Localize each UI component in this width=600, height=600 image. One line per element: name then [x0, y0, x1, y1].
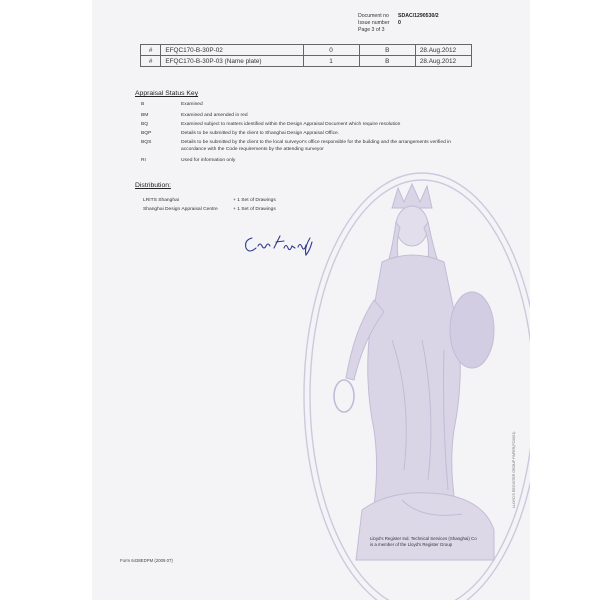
recipient-qty: + 1 Set of Drawings	[233, 207, 276, 212]
recipient-qty: + 1 Set of Drawings	[233, 198, 276, 203]
company-footer	[370, 536, 477, 548]
drawing-number: EFQC170-B-30P-02	[161, 45, 303, 56]
drawing-status: B	[359, 56, 415, 67]
drawing-revision: 0	[303, 45, 359, 56]
status-desc: Examined and amended in red	[181, 113, 248, 118]
table-row	[141, 56, 472, 67]
company-line2: is a member of the Lloyd's Register Group	[370, 542, 453, 547]
status-code: BM	[141, 113, 149, 118]
form-reference: Form 6438EDPM (2009.07)	[120, 558, 173, 563]
doc-no-label: Document no	[358, 13, 389, 19]
drawing-table	[140, 44, 472, 67]
issue-number-value: 0	[398, 20, 401, 26]
status-code: BQS	[141, 140, 152, 145]
document-page	[92, 0, 530, 600]
table-row	[141, 45, 472, 56]
drawing-date: 28.Aug.2012	[415, 45, 471, 56]
issue-number-label: Issue number	[358, 20, 390, 26]
status-code: B	[141, 102, 145, 107]
status-code: BQP	[141, 131, 152, 136]
row-index: #	[141, 45, 161, 56]
header-labels	[358, 13, 389, 34]
recipient-name: Shanghai Design Appraisal Centre	[143, 207, 218, 212]
status-desc: Details to be submitted by the client to Shanghai Design Appraisal Office.	[181, 131, 340, 136]
row-index: #	[141, 56, 161, 67]
distribution-title: Distribution:	[135, 182, 171, 189]
company-line1: Lloyd's Register Ind. Technical Services (Shanghai) Co	[370, 536, 477, 541]
drawing-status: B	[359, 45, 415, 56]
paper-code-vertical: LLOYD'S REGISTER GROUP PAPER(FC0001)	[512, 431, 516, 508]
drawing-date: 28.Aug.2012	[415, 56, 471, 67]
drawing-revision: 1	[303, 56, 359, 67]
status-key-title: Appraisal Status Key	[135, 90, 199, 97]
status-desc: Examined subject to matters identified within the Design Appraisal Document which require resolution	[181, 122, 401, 127]
status-desc: Details to be submitted by the client to the local surveyor's office responsible for the building and the arrangements verified in accordance with the Code requirements by the attending surveyor	[181, 140, 451, 152]
recipient-name: LRITS Shanghai	[143, 198, 179, 203]
status-desc: Examined	[181, 102, 203, 107]
page-count-label: Page 3 of 3	[358, 27, 385, 33]
status-code: BQ	[141, 122, 149, 127]
status-code: RI	[141, 158, 146, 163]
signature-icon	[240, 228, 320, 258]
drawing-number: EFQC170-B-30P-03 (Name plate)	[161, 56, 303, 67]
doc-no-value: SDAC/1290530/2	[398, 13, 439, 19]
header-values	[398, 13, 439, 27]
status-desc: Used for information only	[181, 158, 236, 163]
